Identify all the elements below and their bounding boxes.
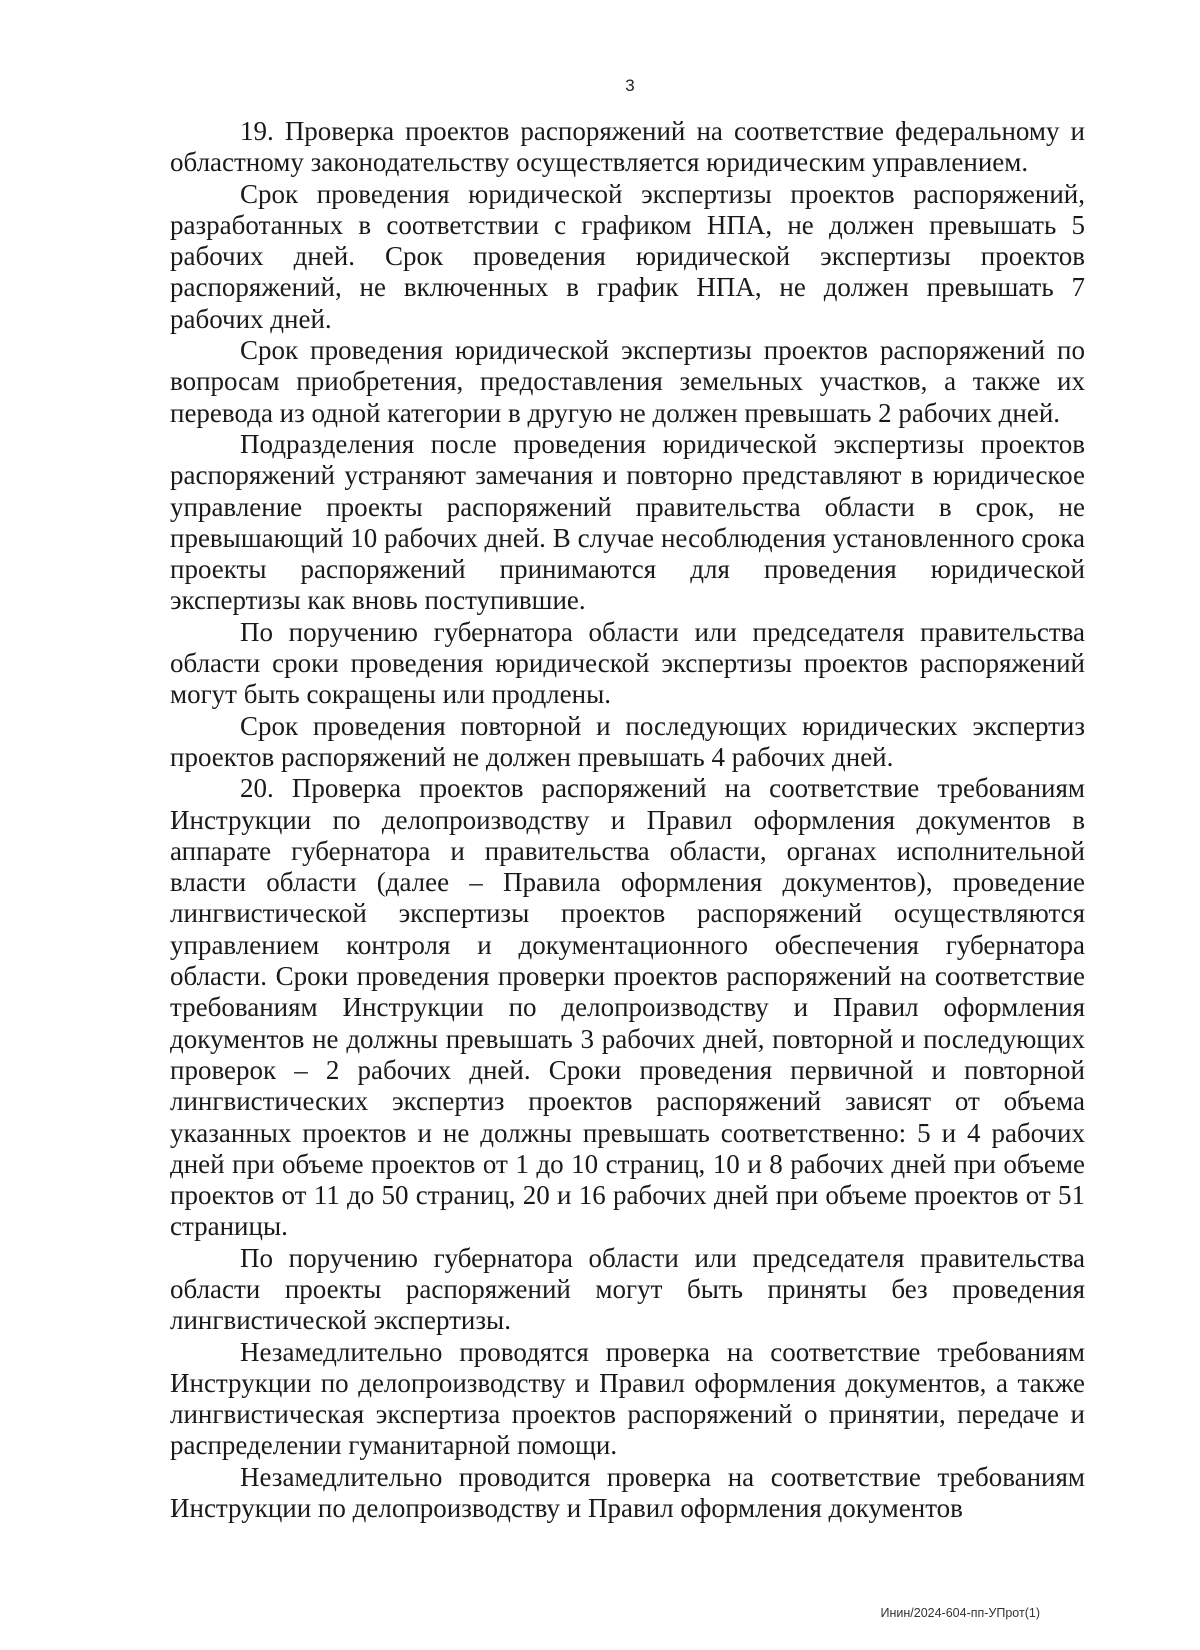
paragraph-legal-review-term: Срок проведения юридической экспертизы проектов распоряжений, разработанных в соответствии с графиком НПА, не должен превышать 5 рабочих дней. Срок проведения юридической экспертизы проектов распоряжений, не включенных в график НПА, не должен превышать 7 рабочих дней. <box>170 178 1085 334</box>
paragraph-remarks-correction: Подразделения после проведения юридической экспертизы проектов распоряжений устраняют замечания и повторно представляют в юридическое управление проекты распоряжений правительства области в срок, не превышающий 10 рабочих дней. В случае несоблюдения установленного срока проекты распоряжений принимаются для проведения юридической экспертизы как вновь поступившие. <box>170 428 1085 616</box>
paragraph-without-linguistic-review: По поручению губернатора области или председателя правительства области проекты распоряжений могут быть приняты без проведения лингвистической экспертизы. <box>170 1242 1085 1336</box>
paragraph-land-plots-term: Срок проведения юридической экспертизы проектов распоряжений по вопросам приобретения, предоставления земельных участков, а также их перевода из одной категории в другую не должен превышать 2 рабочих дней. <box>170 335 1085 428</box>
document-footer-code: Инин/2024-604-пп-УПрот(1) <box>880 1606 1040 1620</box>
paragraph-terms-change: По поручению губернатора области или председателя правительства области сроки проведения юридической экспертизы проектов распоряжений могут быть сокращены или продлены. <box>170 616 1085 710</box>
paragraph-humanitarian-aid: Незамедлительно проводятся проверка на соответствие требованиям Инструкции по делопроизводству и Правил оформления документов, а также лингвистическая экспертиза проектов распоряжений о принятии, передаче и распределении гуманитарной помощи. <box>170 1336 1085 1461</box>
paragraph-immediate-check: Незамедлительно проводится проверка на соответствие требованиям Инструкции по делопроизводству и Правил оформления документов <box>170 1461 1085 1524</box>
document-body <box>170 116 1085 1524</box>
paragraph-20-linguistic-check: 20. Проверка проектов распоряжений на соответствие требованиям Инструкции по делопроизводству и Правил оформления документов в аппарате губернатора и правительства области, органах исполнительной власти области (далее – Правила оформления документов), проведение лингвистической экспертизы проектов распоряжений осуществляются управлением контроля и документационного обеспечения губернатора области. Сроки проведения проверки проектов распоряжений на соответствие требованиям Инструкции по делопроизводству и Правил оформления документов не должны превышать 3 рабочих дней, повторной и последующих проверок – 2 рабочих дней. Сроки проведения первичной и повторной лингвистических экспертиз проектов распоряжений зависят от объема указанных проектов и не должны превышать соответственно: 5 и 4 рабочих дней при объеме проектов от 1 до 10 страниц, 10 и 8 рабочих дней при объеме проектов от 11 до 50 страниц, 20 и 16 рабочих дней при объеме проектов от 51 страницы. <box>170 773 1085 1242</box>
paragraph-19-legal-check: 19. Проверка проектов распоряжений на соответствие федеральному и областному законодательству осуществляется юридическим управлением. <box>170 116 1085 178</box>
page-number: 3 <box>625 76 635 95</box>
paragraph-repeat-review-term: Срок проведения повторной и последующих юридических экспертиз проектов распоряжений не должен превышать 4 рабочих дней. <box>170 710 1085 772</box>
